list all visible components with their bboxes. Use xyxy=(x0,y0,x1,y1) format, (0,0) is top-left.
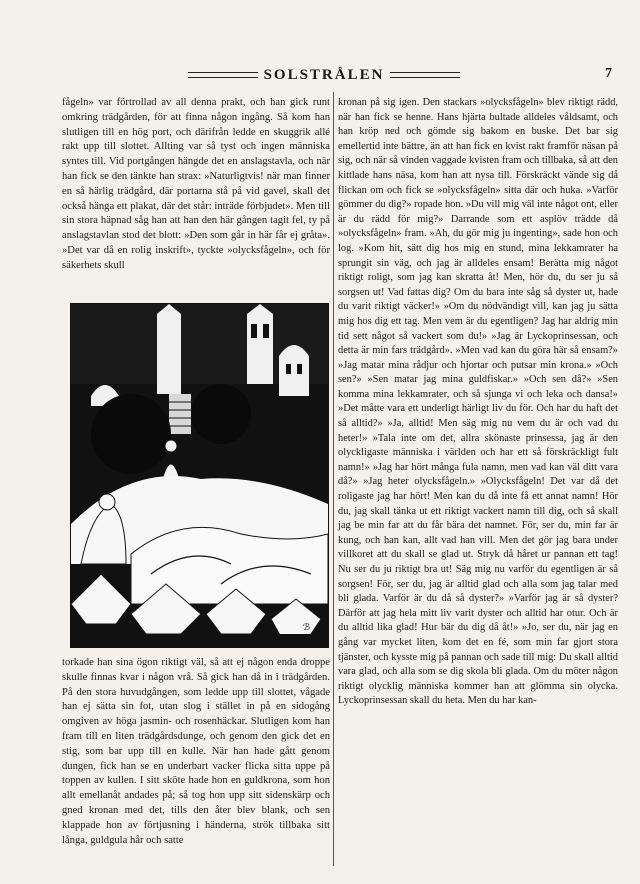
right-column xyxy=(338,96,618,709)
left-column-bottom xyxy=(62,656,330,848)
magazine-title: SOLSTRÅLEN xyxy=(263,66,385,83)
paragraph: fågeln» var förtrollad av all denna prakt, och han gick runt omkring trädgården, för att finna någon ingång. Så kom han slutligen till en hög port, och därifrån ledde en skuggrik allé rakt upp till slottet. Allting var så tyst och ingen människa syntes till. Vid portgången hängde det en anslagstavla, och när han fick se den tänkte han strax: »Naturligtvis! när man finner en så härlig trädgård, där portarna stå på vid gavel, skall det också hänga ett plakat, där det står: inträde förbjudet». Men till sin stora häpnad såg han att han den här gången tagit fel, ty på anslagstavlan stod det blott: »Den som går in här får ej gråta». »Det var då en rolig inskrift», tyckte »olycksfågeln», och för säkerhets skull xyxy=(62,97,330,271)
paragraph: kronan på sig igen. Den stackars »olycksfågeln» blev riktigt rädd, när han fick se henne. Hans hjärta bultade alldeles våldsamt, och han kröp ned och gömde sig bakom en buske. Det bar sig emellertid inte bättre, än att han fick en kvist rakt framför näsan på sig, och när så vinden vaggade kvisten fram och tillbaka, så att den kittlade hans näsa, kom han att nysa till. Förskräckt vände sig då flickan om och fick se »olycksfågeln» sitta där och huka. »Varför gömmer du dig?» ropade hon. »Du vill mig väl inte något ont, eller är du rädd för mig?» Darrande som ett asplöv trädde då »olycksfågeln» fram. »Ah, du gör mig ju ingenting», sade hon och log. »Kom hit, sätt dig hos mig en stund, mina lekkamrater ha sprungit sin väg, och jag är alldeles ensam! Berätta mig något riktigt roligt, som jag kan skratta åt! Men, hör du, du ser ju så sorgsen ut! Vad fattas dig? Om du bara inte såg så dyster ut, hade du varit riktigt väcker!» »Om du nödvändigt vill, kan jag ju sätta mig hos dig ett tag. Men vem är du egentligen? Jag har aldrig min tid sett något så vackert som du!» »Jag är Lyckoprinsessan, och detta är min fars trädgård». »Men vad kan du göra här så ensam?» »Jag matar mina rådjur och hjortar och putsar min krona.» »Och sen?» »Sen matar jag mina guldfiskar.» »Och sen då?» »Sen komma mina lekkamrater, och så sjunga vi och leka och dansa!» »Det måtte vara ett underligt härligt liv du för. Och har du haft det så alltid?» »Ja, alltid! Men säg mig nu vem du är och vad du heter!» »Tala inte om det, allra skönaste prinsessa, jag är den olyckligaste människa i världen och har ett så förskräckligt fult namn!» »Jag har hört många fula namn, men vad kan väl ditt vara då?» »Jag heter olycksfågeln.» »Olycksfågeln! Det var då det roligaste jag har hört! Men kan du då inte få ett annat namn! Hör du, jag skall tänka ut ett riktigt vackert namn till dig, och så skall jag be min far att du får bära det namnet. För, ser du, min far är kung, och han kan, allt vad han vill. Men det gör jag bara under villkoret att du skall se glad ut. Stryk då håret ur pannan ett tag! Nu ser du ju riktigt bra ut! Säg mig nu varför du egentligen är så sorgsen! För, ser du, jag är alltid glad och alla som jag talar med bli glada. Varför är du då så dyster?» »Varför jag är så dyster? Därför att jag hela mitt liv varit dyster och alltid har otur. Och är du alltid lika glad! Hur bär du dig då åt!» »Jo, ser du, när jag en gång var mycket liten, kom det en fé, som min far gjort stora tjänster, och kysste mig på pannan och sade till mig: Du skall alltid vara glad, och alla som se dig skola bli glada. Om du möter någon riktigt olycklig människa kommer han att glömma sin olycka. Lyckoprinsessan skall du heta. Men du har kan- xyxy=(338,97,618,707)
signature-monogram-icon: ℬ xyxy=(303,623,311,633)
paragraph: torkade han sina ögon riktigt väl, så att ej någon enda droppe skulle finnas kvar i någon vrå. Så gick han då in i trädgården. På den stora huvudgången, som ledde upp till slottet, vågade han ej sätta sin fot, utan slog i stället in på en sidogång omgiven av höga jasmin- och rosenhäckar. Slutligen kom han fram till en liten trädgårdsdunge, och genom den gick det en stig, som bar upp till en kulle. När han hade gått genom dungen, fick han se en underbart vacker flicka sitta uppe på toppen av kullen. I sitt sköte hade hon en guldkrona, som hon allt emellanåt andades på; så tog hon upp sitt sidenskärp och gned kronan med det, tills den åter blev blank, och sen klappade hon av förtjusning i händerna, strök tillbaka sitt långa, guldgula hår och satte xyxy=(62,657,330,846)
header-rule-right xyxy=(390,72,460,78)
illustration xyxy=(70,303,329,648)
castle-garden-illustration xyxy=(71,304,328,647)
header-rule-left xyxy=(188,72,258,78)
left-column-top xyxy=(62,96,330,274)
column-divider xyxy=(333,92,334,866)
page-number: 7 xyxy=(605,66,612,81)
page-header xyxy=(58,66,620,84)
